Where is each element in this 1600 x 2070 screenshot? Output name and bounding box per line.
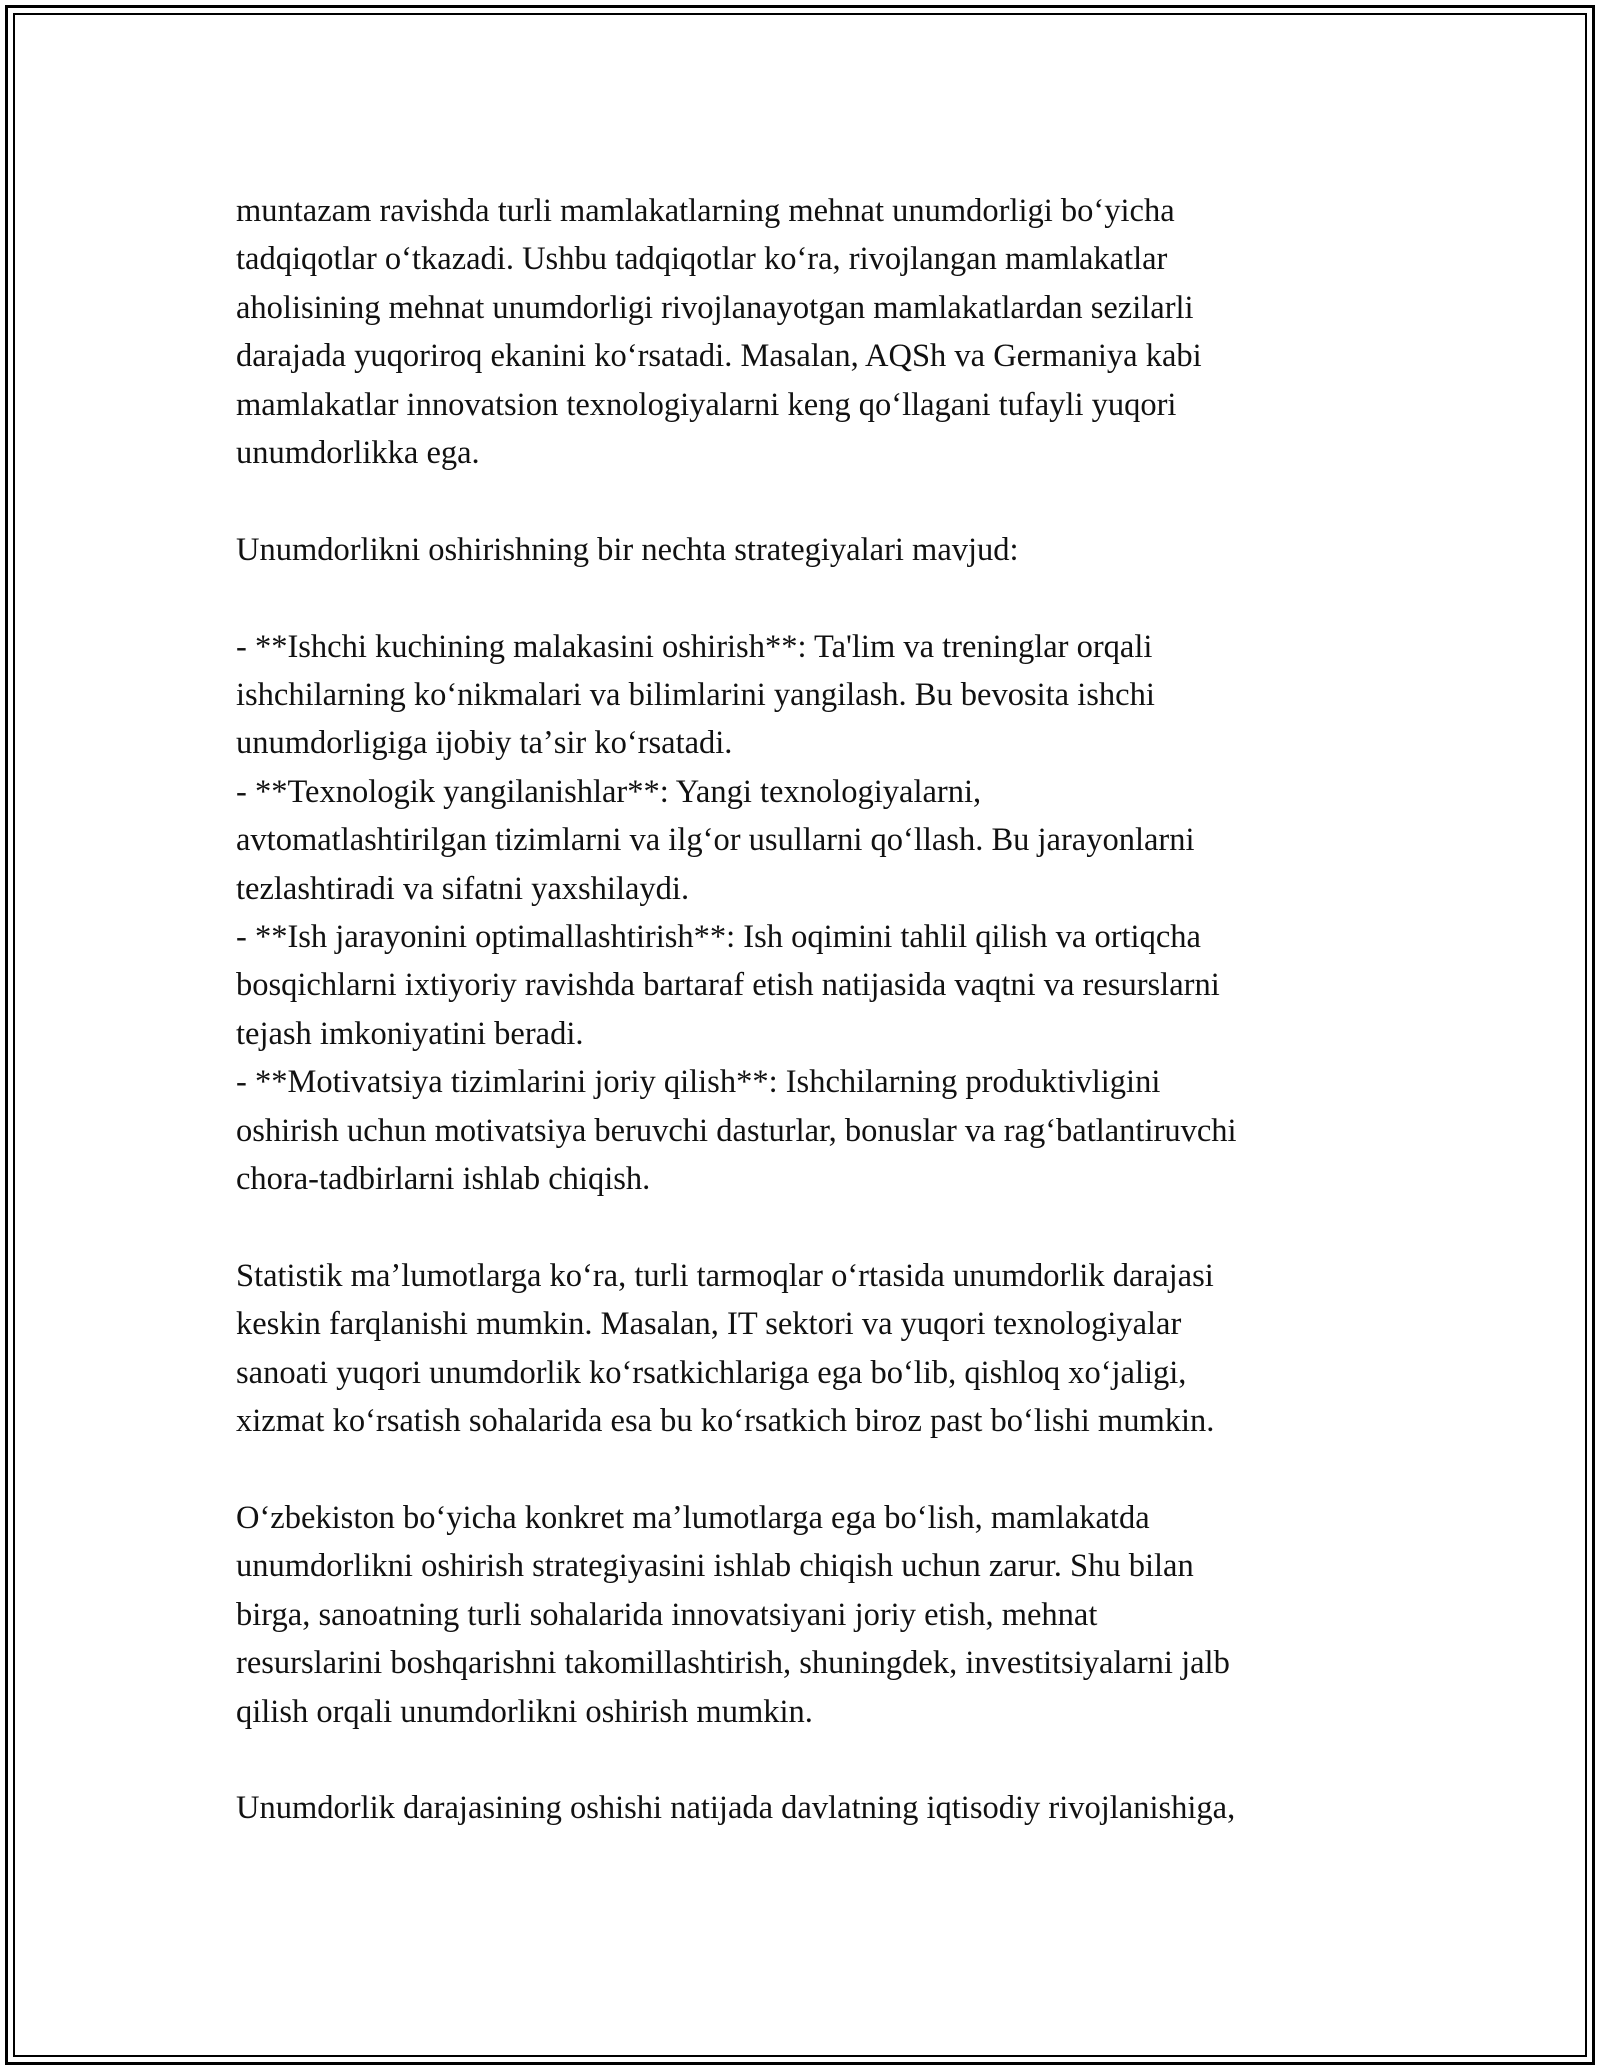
strategy-list — [236, 623, 1396, 1204]
text-line: unumdorlikka ega. — [236, 435, 480, 472]
list-item-line: avtomatlashtirilgan tizimlarni va ilgʻor usullarni qoʻllash. Bu jarayonlarni — [236, 822, 1195, 859]
document-body — [236, 187, 1396, 1833]
text-line: Oʻzbekiston boʻyicha konkret maʼlumotlarga ega boʻlish, mamlakatda — [236, 1499, 1150, 1536]
text-line: mamlakatlar innovatsion texnologiyalarni keng qoʻllagani tufayli yuqori — [236, 386, 1177, 423]
text-line: resurslarini boshqarishni takomillashtirish, shuningdek, investitsiyalarni jalb — [236, 1645, 1230, 1682]
text-line: keskin farqlanishi mumkin. Masalan, IT sektori va yuqori texnologiyalar — [236, 1306, 1182, 1343]
list-item-line: ishchilarning koʻnikmalari va bilimlarini yangilash. Bu bevosita ishchi — [236, 677, 1155, 714]
paragraph — [236, 526, 1396, 574]
paragraph — [236, 187, 1396, 477]
list-item-line: - **Texnologik yangilanishlar**: Yangi texnologiyalarni, — [236, 773, 982, 810]
text-line: xizmat koʻrsatish sohalarida esa bu koʻrsatkich biroz past boʻlishi mumkin. — [236, 1403, 1215, 1440]
paragraph — [236, 1252, 1396, 1446]
list-item-line: - **Ish jarayonini optimallashtirish**: Ish oqimini tahlil qilish va ortiqcha — [236, 919, 1201, 956]
paragraph-gap — [236, 1204, 1396, 1252]
text-line: Statistik maʼlumotlarga koʻra, turli tarmoqlar oʻrtasida unumdorlik darajasi — [236, 1257, 1214, 1294]
paragraph-gap — [236, 1446, 1396, 1494]
list-item-line: tezlashtiradi va sifatni yaxshilaydi. — [236, 870, 690, 907]
text-line: muntazam ravishda turli mamlakatlarning mehnat unumdorligi boʻyicha — [236, 193, 1175, 229]
text-line: aholisining mehnat unumdorligi rivojlanayotgan mamlakatlardan sezilarli — [236, 289, 1194, 326]
text-line: darajada yuqoriroq ekanini koʻrsatadi. Masalan, AQSh va Germaniya kabi — [236, 338, 1202, 375]
text-line: sanoati yuqori unumdorlik koʻrsatkichlariga ega boʻlib, qishloq xoʻjaligi, — [236, 1354, 1187, 1391]
paragraph-gap — [236, 574, 1396, 622]
list-item-line: chora-tadbirlarni ishlab chiqish. — [236, 1161, 651, 1198]
text-line: qilish orqali unumdorlikni oshirish mumkin. — [236, 1693, 813, 1730]
list-item-line: - **Ishchi kuchining malakasini oshirish**: Ta'lim va treninglar orqali — [236, 628, 1153, 665]
text-line: Unumdorlikni oshirishning bir nechta strategiyalari mavjud: — [236, 531, 1019, 568]
paragraph-gap — [236, 1736, 1396, 1784]
list-item-line: unumdorligiga ijobiy taʼsir koʻrsatadi. — [236, 725, 733, 762]
list-item-line: - **Motivatsiya tizimlarini joriy qilish**: Ishchilarning produktivligini — [236, 1064, 1161, 1101]
list-item-line: tejash imkoniyatini beradi. — [236, 1015, 584, 1052]
text-line: birga, sanoatning turli sohalarida innovatsiyani joriy etish, mehnat — [236, 1596, 1098, 1633]
text-line: tadqiqotlar oʻtkazadi. Ushbu tadqiqotlar koʻra, rivojlangan mamlakatlar — [236, 241, 1168, 278]
list-item-line: bosqichlarni ixtiyoriy ravishda bartaraf etish natijasida vaqtni va resurslarni — [236, 967, 1220, 1004]
paragraph — [236, 1784, 1396, 1832]
list-item-line: oshirish uchun motivatsiya beruvchi dasturlar, bonuslar va ragʻbatlantiruvchi — [236, 1112, 1237, 1149]
paragraph — [236, 1494, 1396, 1736]
text-line: Unumdorlik darajasining oshishi natijada davlatning iqtisodiy rivojlanishiga, — [236, 1790, 1236, 1827]
paragraph-gap — [236, 477, 1396, 525]
text-line: unumdorlikni oshirish strategiyasini ishlab chiqish uchun zarur. Shu bilan — [236, 1548, 1194, 1585]
